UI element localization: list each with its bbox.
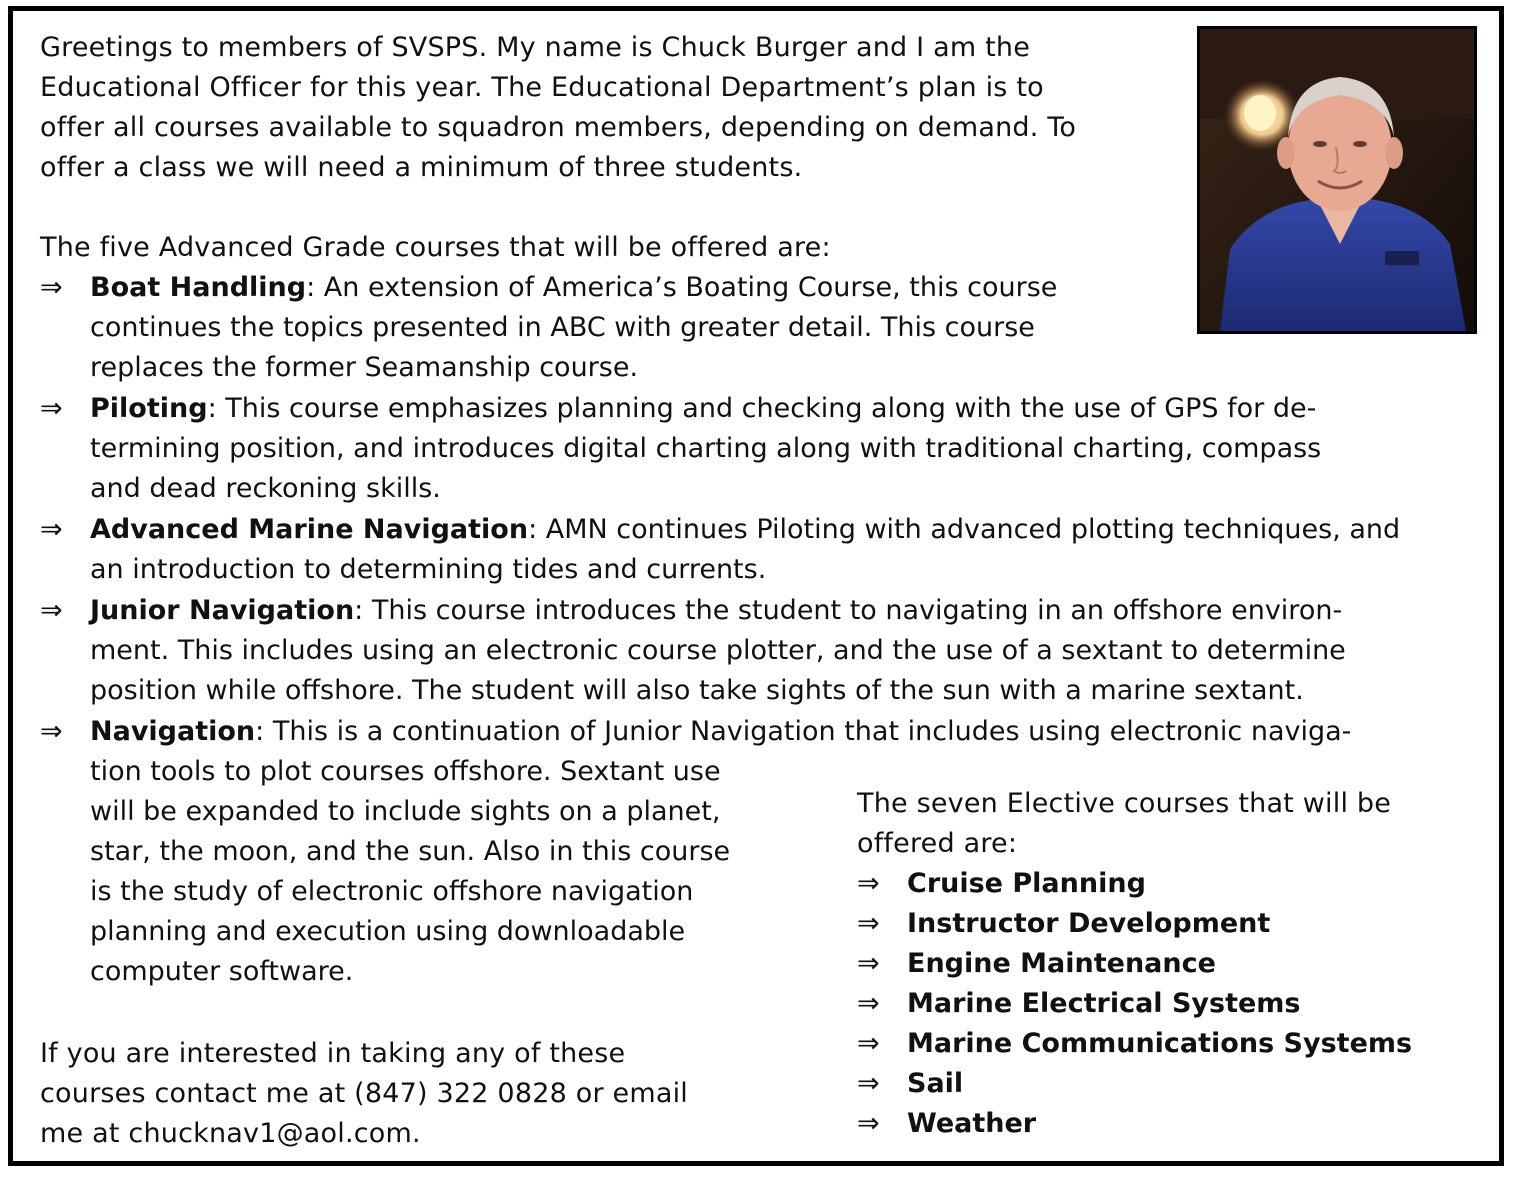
- course-title: Junior Navigation: [90, 595, 355, 626]
- course-text: and dead reckoning skills.: [90, 473, 441, 504]
- contact-line: me at chucknav1@aol.com.: [40, 1118, 421, 1149]
- elective-item: [857, 984, 1301, 1024]
- elective-item: [857, 864, 1146, 904]
- arrow-icon: ⇒: [857, 1028, 880, 1059]
- arrow-icon: ⇒: [857, 1108, 880, 1139]
- course-text: : An extension of America’s Boating Course, this course: [306, 272, 1058, 303]
- course-first-line: [90, 712, 1351, 752]
- elective-title: Sail: [907, 1068, 964, 1099]
- elective-item: [857, 1024, 1412, 1064]
- portrait-image: [1200, 29, 1474, 331]
- course-text: star, the moon, and the sun. Also in this course: [90, 836, 731, 867]
- elective-heading-line: offered are:: [857, 828, 1018, 859]
- arrow-icon: ⇒: [40, 514, 63, 545]
- arrow-icon: ⇒: [40, 272, 63, 303]
- course-text: is the study of electronic offshore navigation: [90, 876, 694, 907]
- elective-heading-line: The seven Elective courses that will be: [857, 788, 1392, 819]
- course-text: : This course emphasizes planning and checking along with the use of GPS for de-: [207, 393, 1317, 424]
- course-text: an introduction to determining tides and currents.: [90, 554, 767, 585]
- intro-line: offer all courses available to squadron members, depending on demand. To: [40, 112, 1077, 143]
- course-first-line: [90, 268, 1057, 308]
- course-text: will be expanded to include sights on a planet,: [90, 796, 721, 827]
- course-text: : This is a continuation of Junior Navigation that includes using electronic naviga-: [255, 716, 1352, 747]
- elective-title: Engine Maintenance: [907, 948, 1216, 979]
- arrow-icon: ⇒: [857, 948, 880, 979]
- course-text: ment. This includes using an electronic course plotter, and the use of a sextant to determine: [90, 635, 1346, 666]
- arrow-icon: ⇒: [857, 1068, 880, 1099]
- course-title: Navigation: [90, 716, 256, 747]
- course-text: : This course introduces the student to navigating in an offshore environ-: [354, 595, 1343, 626]
- course-first-line: [90, 510, 1400, 550]
- contact-line: courses contact me at (847) 322 0828 or email: [40, 1078, 688, 1109]
- course-text: tion tools to plot courses offshore. Sextant use: [90, 756, 721, 787]
- course-text: planning and execution using downloadable: [90, 916, 686, 947]
- elective-item: [857, 1064, 963, 1104]
- elective-item: [857, 1104, 1036, 1144]
- course-text: replaces the former Seamanship course.: [90, 352, 639, 383]
- elective-title: Weather: [907, 1108, 1037, 1139]
- intro-paragraph: [40, 28, 1170, 188]
- course-first-line: [90, 591, 1342, 631]
- elective-title: Instructor Development: [907, 908, 1271, 939]
- course-text: termining position, and introduces digital charting along with traditional charting, compass: [90, 433, 1322, 464]
- contact-line: If you are interested in taking any of these: [40, 1038, 626, 1069]
- elective-item: [857, 944, 1216, 984]
- intro-line: offer a class we will need a minimum of three students.: [40, 152, 803, 183]
- elective-title: Marine Electrical Systems: [907, 988, 1301, 1019]
- course-text: computer software.: [90, 956, 354, 987]
- elective-item: [857, 904, 1270, 944]
- course-title: Piloting: [90, 393, 208, 424]
- elective-courses-heading: [857, 784, 1391, 864]
- course-title: Boat Handling: [90, 272, 307, 303]
- course-text: continues the topics presented in ABC with greater detail. This course: [90, 312, 1035, 343]
- contact-paragraph: [40, 1034, 688, 1154]
- intro-line: Greetings to members of SVSPS. My name is Chuck Burger and I am the: [40, 32, 1031, 63]
- course-title: Advanced Marine Navigation: [90, 514, 529, 545]
- course-text: position while offshore. The student will also take sights of the sun with a marine sextant.: [90, 675, 1304, 706]
- arrow-icon: ⇒: [40, 393, 63, 424]
- arrow-icon: ⇒: [857, 868, 880, 899]
- arrow-icon: ⇒: [857, 988, 880, 1019]
- advanced-courses-heading: The five Advanced Grade courses that will be offered are:: [40, 232, 831, 263]
- course-first-line: [90, 389, 1316, 429]
- elective-title: Marine Communications Systems: [907, 1028, 1413, 1059]
- intro-line: Educational Officer for this year. The Educational Department’s plan is to: [40, 72, 1044, 103]
- elective-title: Cruise Planning: [907, 868, 1146, 899]
- arrow-icon: ⇒: [40, 716, 63, 747]
- author-photo: [1197, 26, 1477, 334]
- arrow-icon: ⇒: [857, 908, 880, 939]
- arrow-icon: ⇒: [40, 595, 63, 626]
- course-text: : AMN continues Piloting with advanced plotting techniques, and: [528, 514, 1401, 545]
